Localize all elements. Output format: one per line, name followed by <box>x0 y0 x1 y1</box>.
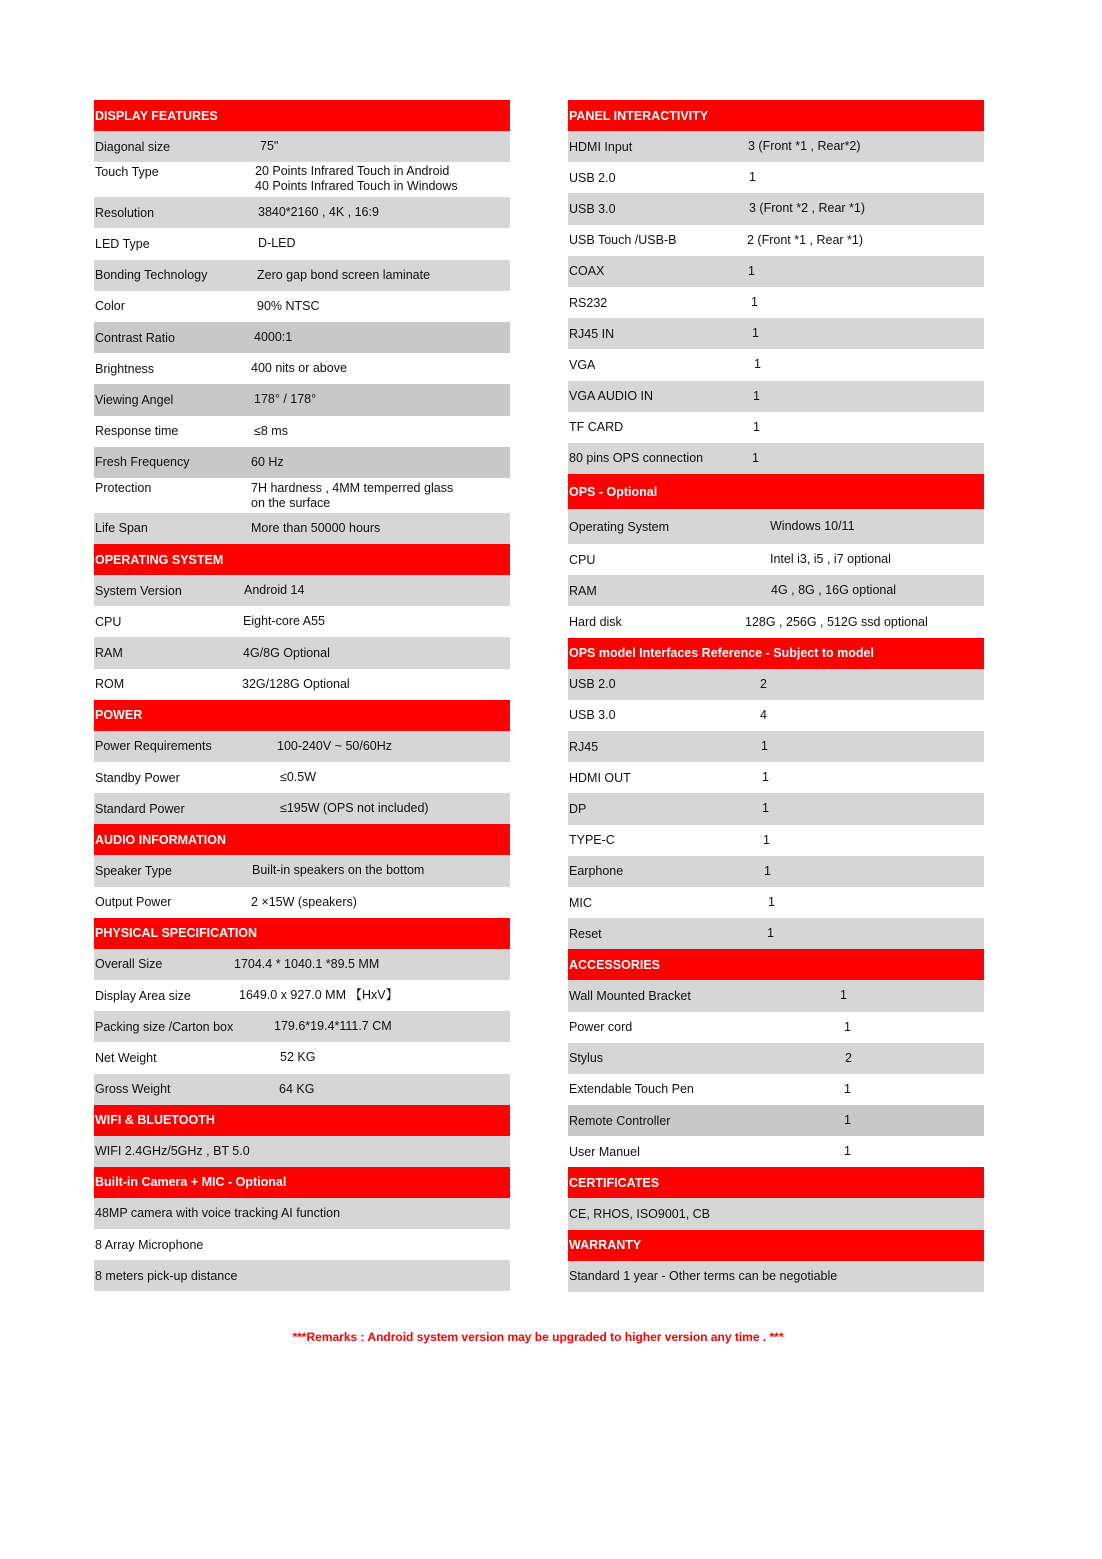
spec-row: Standard Power ≤195W (OPS not included) <box>94 793 510 824</box>
spec-row: Contrast Ratio 4000:1 <box>94 322 510 353</box>
section-header-warranty: WARRANTY <box>568 1230 984 1261</box>
spec-row: RJ45 1 <box>568 731 984 762</box>
spec-row: USB 2.0 2 <box>568 669 984 700</box>
spec-row: Wall Mounted Bracket 1 <box>568 980 984 1011</box>
spec-row: Speaker Type Built-in speakers on the bottom <box>94 855 510 886</box>
spec-row: MIC 1 <box>569 895 775 910</box>
spec-row: Standard 1 year - Other terms can be negotiable <box>568 1261 984 1292</box>
spec-row: RS232 1 <box>569 295 758 310</box>
section-header-accessories: ACCESSORIES <box>568 949 984 980</box>
spec-row: Output Power 2 ×15W (speakers) <box>95 894 357 910</box>
section-header-panel: PANEL INTERACTIVITY <box>568 100 984 131</box>
spec-row: Bonding Technology Zero gap bond screen laminate <box>94 260 510 291</box>
spec-row: DP 1 <box>568 793 984 824</box>
left-spec-column <box>94 100 510 1291</box>
spec-row: Power cord 1 <box>569 1019 851 1035</box>
spec-row: WIFI 2.4GHz/5GHz , BT 5.0 <box>94 1136 510 1167</box>
spec-row: ROM 32G/128G Optional <box>95 676 350 692</box>
spec-row: Packing size /Carton box 179.6*19.4*111.7 CM <box>94 1011 510 1042</box>
spec-row: Touch Type 20 Points Infrared Touch in Android 40 Points Infrared Touch in Windows <box>95 164 458 194</box>
spec-row: Standby Power ≤0.5W <box>95 770 317 785</box>
spec-row: RJ45 IN 1 <box>568 318 984 349</box>
spec-row: Overall Size 1704.4 * 1040.1 *89.5 MM <box>94 949 510 980</box>
spec-row: Brightness 400 nits or above <box>95 361 347 376</box>
spec-row: TF CARD 1 <box>569 419 760 435</box>
spec-row: Power Requirements 100-240V ~ 50/60Hz <box>94 731 510 762</box>
spec-row: CPU Intel i3, i5 , i7 optional <box>569 552 891 567</box>
spec-row: RAM 4G/8G Optional <box>94 637 510 668</box>
section-header-camera: Built-in Camera + MIC - Optional <box>94 1167 510 1198</box>
spec-row: CE, RHOS, ISO9001, CB <box>568 1198 984 1229</box>
spec-row: HDMI OUT 1 <box>569 770 769 785</box>
spec-row: USB 3.0 3 (Front *2 , Rear *1) <box>568 193 984 224</box>
spec-row: Response time ≤8 ms <box>95 423 288 439</box>
spec-row: 80 pins OPS connection 1 <box>568 443 984 474</box>
section-header-ops: OPS - Optional <box>568 474 984 509</box>
spec-row: Stylus 2 <box>568 1043 984 1074</box>
spec-row: 8 meters pick-up distance <box>94 1260 510 1291</box>
spec-row: LED Type D-LED <box>95 236 296 251</box>
section-header-audio: AUDIO INFORMATION <box>94 824 510 855</box>
spec-row: USB 3.0 4 <box>569 707 767 723</box>
spec-row: Life Span More than 50000 hours <box>94 513 510 544</box>
spec-row: Reset 1 <box>568 918 984 949</box>
right-spec-column <box>568 100 984 1292</box>
section-header-wifi: WIFI & BLUETOOTH <box>94 1105 510 1136</box>
spec-row: Earphone 1 <box>568 856 984 887</box>
spec-row: Color 90% NTSC <box>95 298 320 314</box>
spec-row: VGA 1 <box>569 357 761 372</box>
spec-row: HDMI Input 3 (Front *1 , Rear*2) <box>568 131 984 162</box>
section-header-os: OPERATING SYSTEM <box>94 544 510 575</box>
spec-row: 8 Array Microphone <box>95 1237 204 1252</box>
spec-row: Extendable Touch Pen 1 <box>569 1081 851 1097</box>
spec-row: 48MP camera with voice tracking AI function <box>94 1198 510 1229</box>
spec-row: Fresh Frequency 60 Hz <box>94 447 510 478</box>
section-header-certificates: CERTIFICATES <box>568 1167 984 1198</box>
section-header-display: DISPLAY FEATURES <box>94 100 510 131</box>
spec-row: USB Touch /USB-B 2 (Front *1 , Rear *1) <box>569 232 864 248</box>
spec-row: Gross Weight 64 KG <box>94 1074 510 1105</box>
section-header-power: POWER <box>94 700 510 731</box>
spec-row: Display Area size 1649.0 x 927.0 MM 【HxV】 <box>95 988 399 1003</box>
spec-row: Protection 7H hardness , 4MM temperred glass on the surface <box>95 480 454 510</box>
spec-row: TYPE-C 1 <box>569 832 770 848</box>
spec-row: Operating System Windows 10/11 <box>568 509 984 544</box>
spec-row: Remote Controller 1 <box>568 1105 984 1136</box>
spec-row: USB 2.0 1 <box>569 170 756 185</box>
spec-row: Net Weight 52 KG <box>95 1050 316 1065</box>
spec-row: Viewing Angel 178° / 178° <box>94 384 510 415</box>
spec-row: System Version Android 14 <box>94 575 510 606</box>
section-header-physical: PHYSICAL SPECIFICATION <box>94 918 510 949</box>
spec-row: Diagonal size 75" <box>94 131 510 162</box>
spec-row: COAX 1 <box>568 256 984 287</box>
spec-row: VGA AUDIO IN 1 <box>568 381 984 412</box>
section-header-ops-model: OPS model Interfaces Reference - Subject to model <box>568 638 984 669</box>
spec-row: CPU Eight-core A55 <box>95 614 325 629</box>
spec-row: User Manuel 1 <box>569 1144 851 1159</box>
spec-row: Hard disk 128G , 256G , 512G ssd optional <box>569 614 928 630</box>
spec-row: Resolution 3840*2160 , 4K , 16:9 <box>94 197 510 228</box>
spec-row: RAM 4G , 8G , 16G optional <box>568 575 984 606</box>
remarks-note: ***Remarks : Android system version may be upgraded to higher version any time . *** <box>292 1330 784 1344</box>
